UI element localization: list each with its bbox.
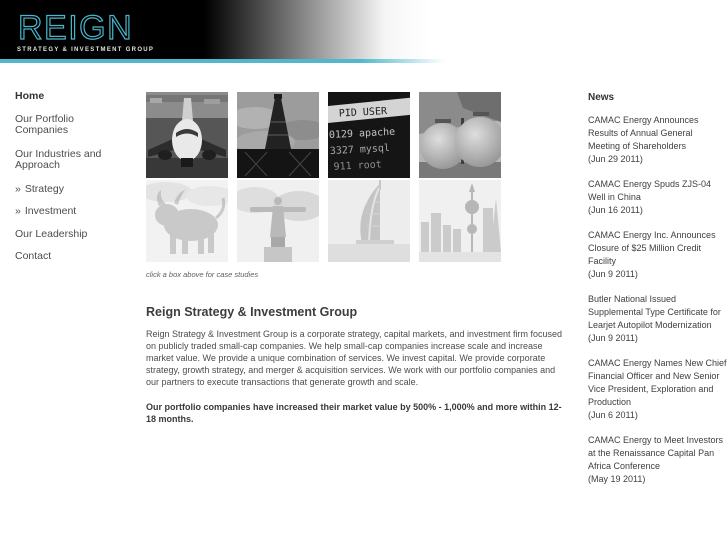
screen-row-text: 0129 apache <box>328 126 396 142</box>
sidebar-item-portfolio-companies[interactable]: Our Portfolio Companies <box>15 112 74 136</box>
reign-logo-icon <box>17 8 145 46</box>
news-item-date: (Jun 16 2011) <box>588 205 643 215</box>
sidebar-item-investment[interactable] <box>15 206 121 218</box>
sidebar-item-strategy[interactable] <box>15 184 121 196</box>
news-item-title: CAMAC Energy to Meet Investors at the Renaissance Capital Pan Africa Conference <box>588 435 724 471</box>
case-study-tile-bull-statue[interactable] <box>146 180 228 262</box>
case-study-tile-oil-rig[interactable] <box>237 92 319 178</box>
news-item-title: CAMAC Energy Spuds ZJS-04 Well in China <box>588 179 712 202</box>
airplane-thumbnail <box>146 92 228 178</box>
site-logo[interactable] <box>17 8 167 53</box>
case-study-tile-burj-al-arab[interactable] <box>328 180 410 262</box>
sidebar-item-label: Investment <box>24 205 77 217</box>
intro-paragraph: Reign Strategy & Investment Group is a corporate strategy, capital markets, and investment firm focused on publicly traded small-cap companies. We help small-cap companies increase scale and increase market value. We provide a unique combination of services. We invest capital. We provide corporate strategy, growth strategy, and merger & acquisition services. We work with our portfolio companies and our partners to execute transactions that generate growth and scale. <box>146 329 563 387</box>
case-study-tile-airplane[interactable] <box>146 92 228 178</box>
gas-tanks-thumbnail <box>419 92 501 178</box>
news-item[interactable] <box>588 293 727 345</box>
main-content <box>146 92 566 425</box>
sidebar-item-leadership[interactable]: Our Leadership <box>15 227 88 240</box>
sidebar-nav <box>15 91 121 274</box>
logo-text: REIGN <box>18 9 134 46</box>
screen-header-text: PID USER <box>338 106 388 120</box>
gallery-caption: click a box above for case studies <box>146 270 259 279</box>
sidebar-item-home[interactable]: Home <box>15 90 45 102</box>
news-item-date: (May 19 2011) <box>588 474 646 484</box>
sidebar-item-industries-approach[interactable]: Our Industries and Approach <box>15 147 102 171</box>
news-item-date: (Jun 9 2011) <box>588 333 638 343</box>
sidebar-item-contact[interactable]: Contact <box>15 250 52 262</box>
news-item[interactable] <box>588 114 727 166</box>
case-study-tile-christ-statue[interactable] <box>237 180 319 262</box>
shanghai-skyline-thumbnail <box>419 180 501 262</box>
news-item-date: (Jun 9 2011) <box>588 269 638 279</box>
oil-rig-thumbnail <box>237 92 319 178</box>
news-item-date: (Jun 29 2011) <box>588 154 643 164</box>
news-item[interactable] <box>588 434 727 486</box>
highlight-paragraph: Our portfolio companies have increased their market value by 500% - 1,000% and more within 12-18 months. <box>146 402 562 424</box>
news-item[interactable] <box>588 357 727 422</box>
bull-statue-thumbnail <box>146 180 228 262</box>
case-study-tile-shanghai-skyline[interactable] <box>419 180 501 262</box>
burj-al-arab-thumbnail <box>328 180 410 262</box>
news-item-title: CAMAC Energy Announces Results of Annual General Meeting of Shareholders <box>588 115 699 151</box>
news-item-title: Butler National Issued Supplemental Type Certificate for Learjet Autopilot Modernization <box>588 294 721 330</box>
case-study-gallery <box>146 92 566 262</box>
chevron-right-icon: » <box>15 182 21 195</box>
chevron-right-icon: » <box>15 205 21 217</box>
header-teal-rule <box>0 59 727 63</box>
news-item[interactable] <box>588 178 727 217</box>
terminal-screen-thumbnail <box>328 92 410 178</box>
news-item-title: CAMAC Energy Inc. Announces Closure of $25 Million Credit Facility <box>588 230 716 266</box>
news-item-date: (Jun 6 2011) <box>588 410 638 420</box>
news-heading: News <box>588 92 615 103</box>
christ-statue-thumbnail <box>237 180 319 262</box>
case-study-tile-terminal-screen[interactable] <box>328 92 410 178</box>
screen-row-text: 3327 mysql <box>329 142 391 158</box>
case-study-tile-gas-tanks[interactable] <box>419 92 501 178</box>
screen-row-text: 911 root <box>333 159 383 173</box>
logo-tagline: STRATEGY & INVESTMENT GROUP <box>17 47 155 53</box>
news-panel <box>588 92 727 498</box>
sidebar-item-label: Strategy <box>24 182 64 195</box>
page-title: Reign Strategy & Investment Group <box>146 305 358 319</box>
site-header <box>0 0 727 63</box>
news-item-title: CAMAC Energy Names New Chief Financial Officer and New Senior Vice President, Exploration and Production <box>588 358 727 407</box>
news-item[interactable] <box>588 229 727 281</box>
